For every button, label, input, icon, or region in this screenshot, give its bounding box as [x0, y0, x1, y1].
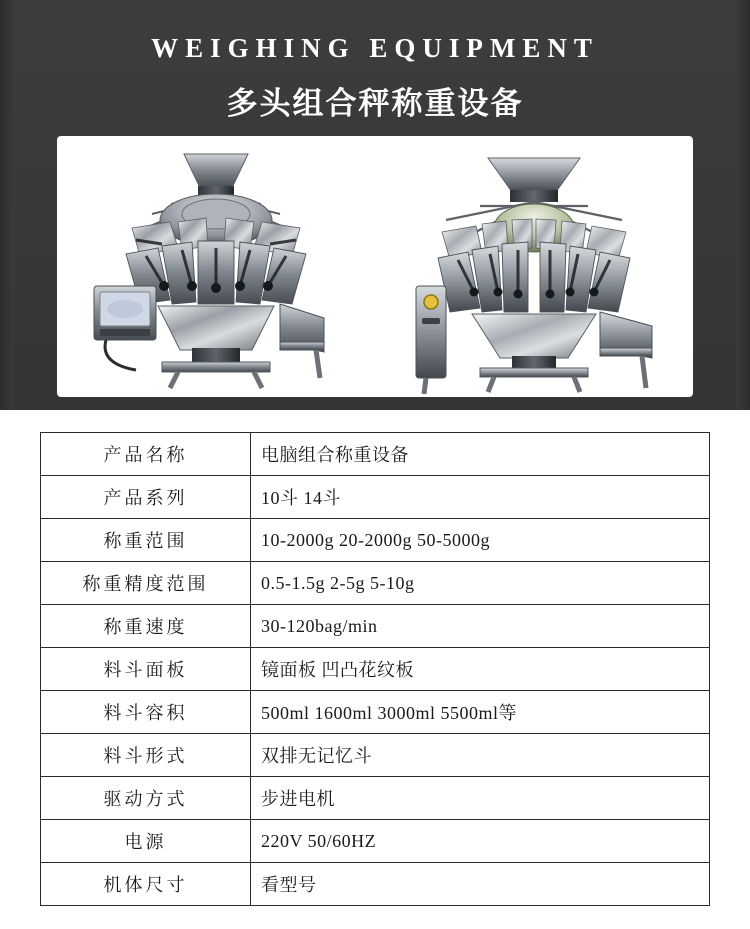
spec-key: 产品系列 — [41, 476, 251, 519]
spec-key: 称重速度 — [41, 605, 251, 648]
spec-value: 镜面板 凹凸花纹板 — [251, 648, 710, 691]
header-banner — [0, 0, 750, 410]
spec-value: 10-2000g 20-2000g 50-5000g — [251, 519, 710, 562]
header-left-edge — [0, 0, 14, 410]
spec-key: 称重范围 — [41, 519, 251, 562]
spec-value: 双排无记忆斗 — [251, 734, 710, 777]
spec-key: 料斗面板 — [41, 648, 251, 691]
page-title-english: WEIGHING EQUIPMENT — [151, 33, 599, 63]
table-row — [41, 863, 710, 906]
table-row — [41, 562, 710, 605]
header-right-edge — [736, 0, 750, 410]
spec-value: 500ml 1600ml 3000ml 5500ml等 — [251, 691, 710, 734]
table-row — [41, 777, 710, 820]
spec-key: 料斗形式 — [41, 734, 251, 777]
gallery-item-right — [375, 136, 693, 397]
table-row — [41, 648, 710, 691]
table-row — [41, 691, 710, 734]
table-row — [41, 519, 710, 562]
spec-value: 电脑组合称重设备 — [251, 433, 710, 476]
table-row — [41, 433, 710, 476]
table-row — [41, 734, 710, 777]
spec-value: 0.5-1.5g 2-5g 5-10g — [251, 562, 710, 605]
product-gallery-panel — [57, 136, 693, 397]
page-title-chinese: 多头组合秤称重设备 — [226, 85, 524, 121]
spec-table-section — [0, 410, 750, 929]
spec-key: 称重精度范围 — [41, 562, 251, 605]
spec-value: 步进电机 — [251, 777, 710, 820]
gallery-item-left — [57, 136, 375, 397]
multihead-weigher-illustration-right — [384, 136, 684, 397]
table-row — [41, 605, 710, 648]
spec-value: 30-120bag/min — [251, 605, 710, 648]
multihead-weigher-illustration-left — [66, 136, 366, 397]
spec-value: 看型号 — [251, 863, 710, 906]
table-row — [41, 476, 710, 519]
spec-key: 电源 — [41, 820, 251, 863]
spec-key: 机体尺寸 — [41, 863, 251, 906]
spec-key: 料斗容积 — [41, 691, 251, 734]
table-row — [41, 820, 710, 863]
spec-key: 驱动方式 — [41, 777, 251, 820]
spec-value: 220V 50/60HZ — [251, 820, 710, 863]
specification-table — [40, 432, 710, 906]
spec-key: 产品名称 — [41, 433, 251, 476]
spec-value: 10斗 14斗 — [251, 476, 710, 519]
